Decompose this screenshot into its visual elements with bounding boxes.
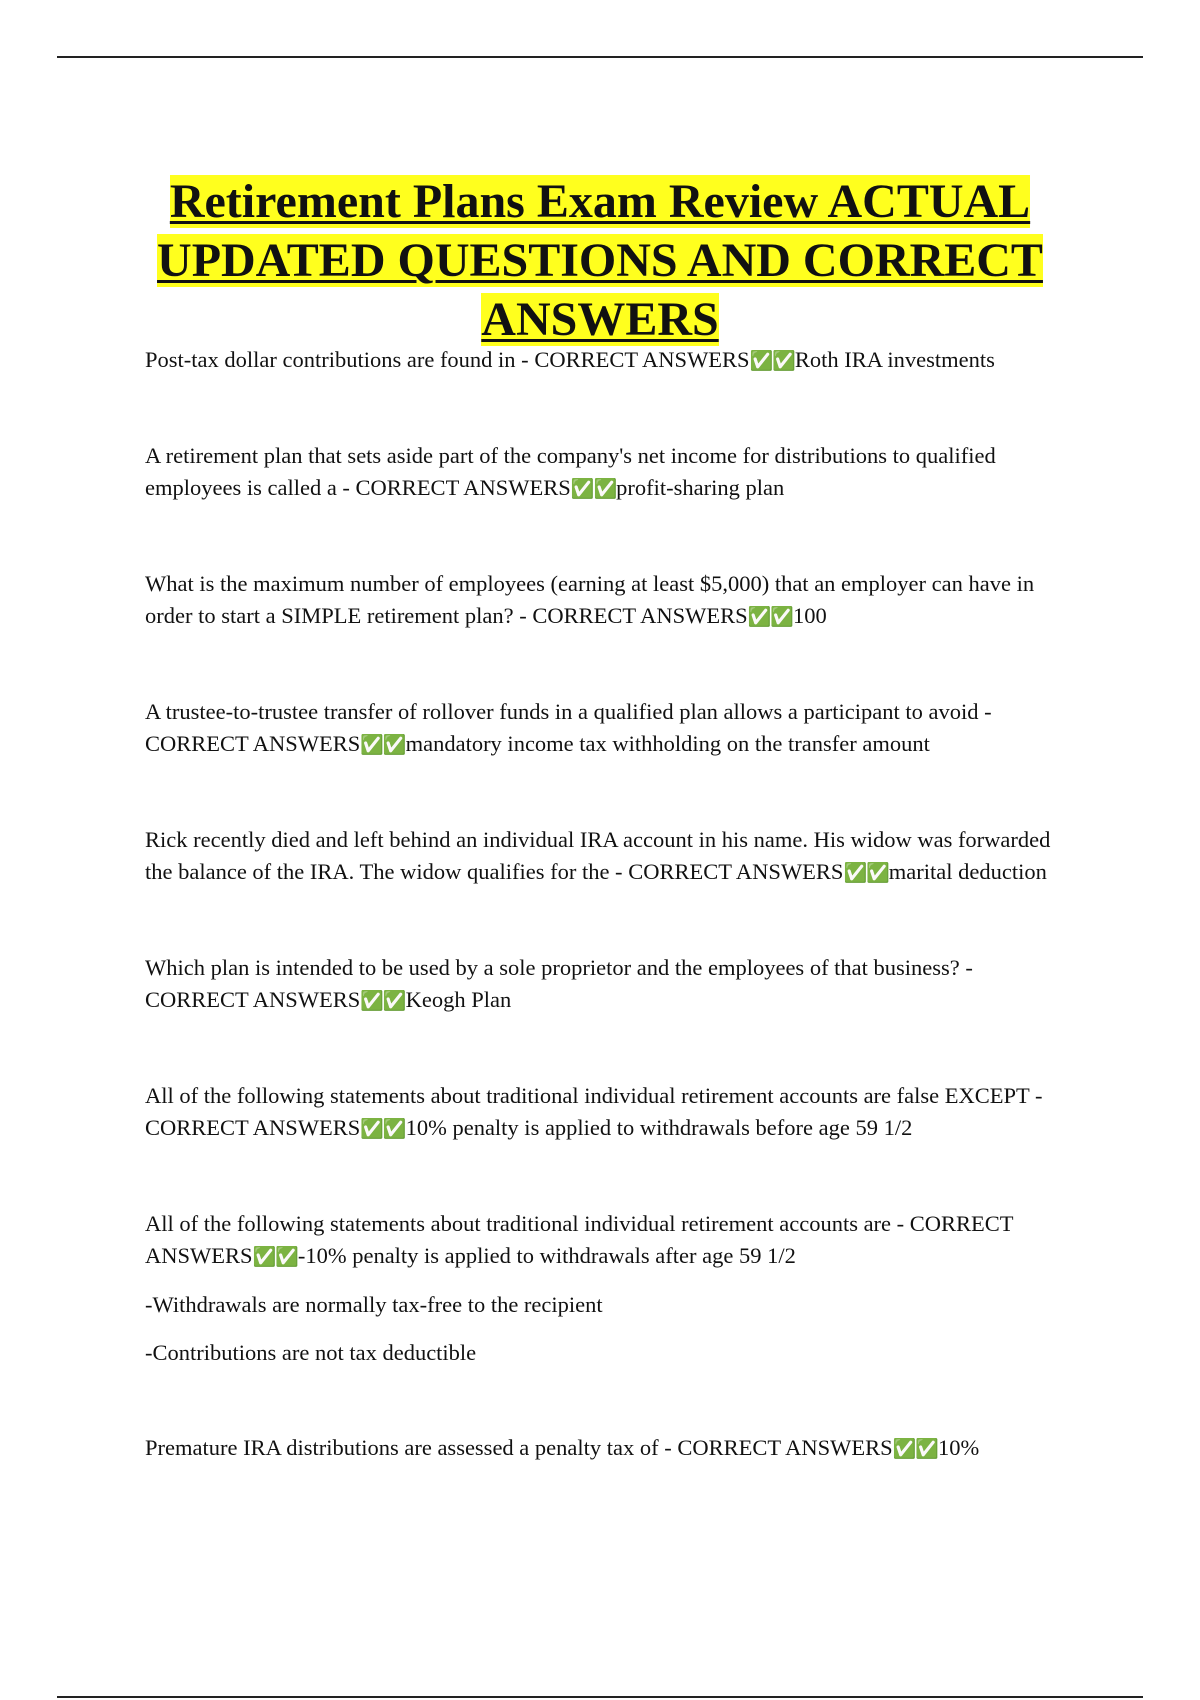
qa-list	[145, 344, 1060, 1465]
bottom-rule	[57, 1696, 1143, 1698]
qa-line	[145, 440, 1060, 505]
check-mark-icon: ✅✅	[747, 606, 793, 628]
answer-marker: CORRECT ANSWERS	[145, 1211, 1014, 1268]
qa-line	[145, 1208, 1060, 1273]
answer-text: mandatory income tax withholding on the transfer amount	[405, 731, 930, 756]
check-mark-icon: ✅✅	[570, 478, 617, 500]
qa-item	[145, 824, 1060, 889]
question-text: All of the following statements about traditional individual retirement accounts are false EXCEPT -	[145, 1083, 1043, 1108]
question-text: Rick recently died and left behind an individual IRA account in his name. His widow was forwarded the balance of the IRA. The widow qualifies for the -	[145, 827, 1051, 884]
answer-marker: CORRECT ANSWERS	[145, 731, 361, 756]
qa-item	[145, 344, 1060, 377]
qa-item	[145, 696, 1060, 761]
qa-line	[145, 344, 1060, 377]
qa-line	[145, 1080, 1060, 1145]
answer-text: 10%	[937, 1435, 980, 1460]
answer-text: 100	[792, 603, 827, 628]
check-mark-icon: ✅✅	[252, 1246, 298, 1268]
question-text: Post-tax dollar contributions are found in -	[145, 347, 535, 372]
answer-extra-line: -Withdrawals are normally tax-free to the recipient	[145, 1292, 603, 1317]
check-mark-icon: ✅✅	[843, 862, 889, 884]
answer-extra-line: -Contributions are not tax deductible	[145, 1340, 477, 1365]
document-title	[100, 172, 1100, 349]
check-mark-icon: ✅✅	[360, 990, 406, 1012]
answer-text: Keogh Plan	[405, 987, 512, 1012]
qa-line	[145, 568, 1060, 633]
qa-line	[145, 696, 1060, 761]
answer-marker: CORRECT ANSWERS	[628, 859, 844, 884]
answer-marker: CORRECT ANSWERS	[532, 603, 748, 628]
qa-line	[145, 824, 1060, 889]
question-text: A retirement plan that sets aside part of the company's net income for distributions to qualified employees is called a -	[145, 443, 996, 500]
qa-item	[145, 1208, 1060, 1369]
question-text: All of the following statements about traditional individual retirement accounts are -	[145, 1211, 910, 1236]
qa-item	[145, 1432, 1060, 1465]
check-mark-icon: ✅✅	[360, 734, 406, 756]
answer-marker: CORRECT ANSWERS	[145, 987, 361, 1012]
answer-text: marital deduction	[888, 859, 1047, 884]
question-text: What is the maximum number of employees (earning at least $5,000) that an employer can have in order to start a SIMPLE retirement plan? -	[145, 571, 1035, 628]
answer-marker: CORRECT ANSWERS	[534, 347, 750, 372]
answer-marker: CORRECT ANSWERS	[677, 1435, 893, 1460]
qa-item	[145, 440, 1060, 505]
qa-item	[145, 1080, 1060, 1145]
check-mark-icon: ✅✅	[892, 1438, 938, 1460]
check-mark-icon: ✅✅	[360, 1118, 406, 1140]
answer-marker: CORRECT ANSWERS	[355, 475, 571, 500]
qa-line	[145, 1432, 1060, 1465]
answer-text: Roth IRA investments	[794, 347, 995, 372]
qa-item	[145, 952, 1060, 1017]
answer-text: -10% penalty is applied to withdrawals after age 59 1/2	[297, 1243, 796, 1268]
top-rule	[57, 56, 1143, 58]
question-text: Premature IRA distributions are assessed a penalty tax of -	[145, 1435, 678, 1460]
answer-text: 10% penalty is applied to withdrawals before age 59 1/2	[405, 1115, 913, 1140]
answer-marker: CORRECT ANSWERS	[145, 1115, 361, 1140]
check-mark-icon: ✅✅	[749, 350, 795, 372]
qa-item	[145, 568, 1060, 633]
question-text: A trustee-to-trustee transfer of rollover funds in a qualified plan allows a participant to avoid -	[145, 699, 992, 724]
answer-text: profit-sharing plan	[616, 475, 785, 500]
qa-line	[145, 952, 1060, 1017]
question-text: Which plan is intended to be used by a sole proprietor and the employees of that business? -	[145, 955, 973, 980]
document-title-text: Retirement Plans Exam Review ACTUAL UPDATED QUESTIONS AND CORRECT ANSWERS	[157, 175, 1043, 347]
